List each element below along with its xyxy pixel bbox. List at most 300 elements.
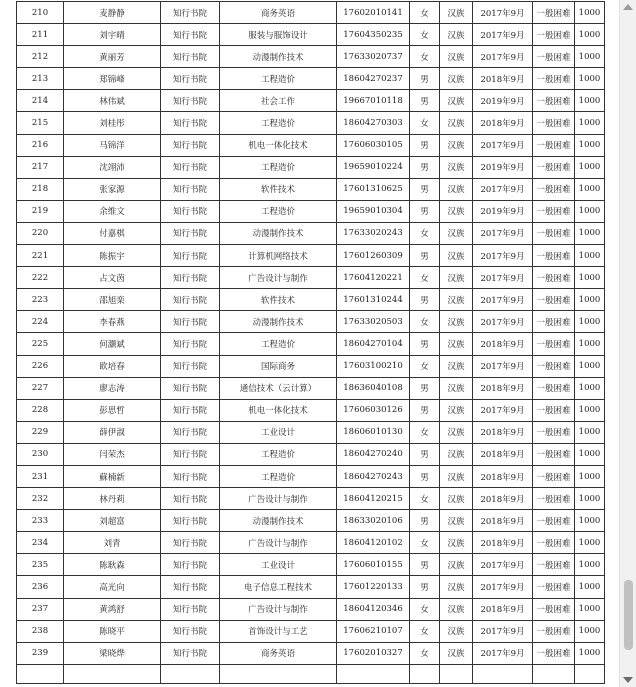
cell-gender: 男 xyxy=(410,200,440,222)
cell-amount: 1000 xyxy=(575,399,605,421)
cell-amount: 1000 xyxy=(575,267,605,289)
cell-enroll: 2017年9月 xyxy=(473,399,533,421)
cell-enroll: 2017年9月 xyxy=(473,355,533,377)
cell-college: 知行书院 xyxy=(161,399,220,421)
cell-no: 226 xyxy=(17,355,64,377)
cell-id: 18636040108 xyxy=(337,377,410,399)
cell-enroll: 2019年9月 xyxy=(473,156,533,178)
cell-enroll: 2018年9月 xyxy=(473,488,533,510)
cell-no: 212 xyxy=(17,46,64,68)
scroll-down-arrow-icon[interactable] xyxy=(623,677,633,683)
cell-gender: 男 xyxy=(410,134,440,156)
cell-name: 林丹莉 xyxy=(64,488,161,510)
cell-gender: 男 xyxy=(410,156,440,178)
cell-major: 动漫制作技术 xyxy=(220,46,337,68)
cell-gender: 女 xyxy=(410,488,440,510)
cell-ethnicity: 汉族 xyxy=(440,311,473,333)
cell-name: 郑锦峰 xyxy=(64,68,161,90)
cell-id: 18604270303 xyxy=(337,112,410,134)
cell-id: 17601310625 xyxy=(337,178,410,200)
cell-name: 李春燕 xyxy=(64,311,161,333)
cell-level: 一般困难 xyxy=(533,24,575,46)
cell-college: 知行书院 xyxy=(161,532,220,554)
cell-amount: 1000 xyxy=(575,245,605,267)
cell-no: 237 xyxy=(17,598,64,620)
cell-level: 一般困难 xyxy=(533,2,575,24)
cell-level: 一般困难 xyxy=(533,532,575,554)
cell-major: 软件技术 xyxy=(220,289,337,311)
cell-ethnicity: 汉族 xyxy=(440,443,473,465)
table-row xyxy=(17,245,605,267)
cell-ethnicity: 汉族 xyxy=(440,488,473,510)
cell-no: 225 xyxy=(17,333,64,355)
cell-no: 222 xyxy=(17,267,64,289)
cell-id: 17604350235 xyxy=(337,24,410,46)
cell-no: 218 xyxy=(17,178,64,200)
cell-gender: 女 xyxy=(410,532,440,554)
cell-no: 217 xyxy=(17,156,64,178)
cell-amount: 1000 xyxy=(575,222,605,244)
cell-id: 18604270237 xyxy=(337,68,410,90)
cell-name: 刘宇晴 xyxy=(64,24,161,46)
cell-level: 一般困难 xyxy=(533,443,575,465)
cell-gender: 男 xyxy=(410,443,440,465)
cell-name: 林伟斌 xyxy=(64,90,161,112)
cell-major: 工程造价 xyxy=(220,200,337,222)
cell-no: 229 xyxy=(17,421,64,443)
cell-enroll: 2017年9月 xyxy=(473,245,533,267)
cell-college: 知行书院 xyxy=(161,554,220,576)
cell-ethnicity: 汉族 xyxy=(440,289,473,311)
cell-level: 一般困难 xyxy=(533,399,575,421)
cell-gender: 女 xyxy=(410,311,440,333)
table-row xyxy=(17,90,605,112)
cell-name: 廖志涛 xyxy=(64,377,161,399)
table-row xyxy=(17,576,605,598)
cell-id: 17633020503 xyxy=(337,311,410,333)
empty-cell xyxy=(161,664,220,683)
cell-major: 社会工作 xyxy=(220,90,337,112)
table-row xyxy=(17,598,605,620)
cell-enroll: 2017年9月 xyxy=(473,178,533,200)
cell-id: 18604120215 xyxy=(337,488,410,510)
cell-college: 知行书院 xyxy=(161,289,220,311)
table-row xyxy=(17,222,605,244)
cell-level: 一般困难 xyxy=(533,554,575,576)
cell-id: 17606030105 xyxy=(337,134,410,156)
cell-college: 知行书院 xyxy=(161,443,220,465)
cell-enroll: 2017年9月 xyxy=(473,620,533,642)
cell-college: 知行书院 xyxy=(161,112,220,134)
cell-level: 一般困难 xyxy=(533,267,575,289)
table-row xyxy=(17,134,605,156)
cell-college: 知行书院 xyxy=(161,2,220,24)
cell-amount: 1000 xyxy=(575,421,605,443)
table-row xyxy=(17,289,605,311)
cell-college: 知行书院 xyxy=(161,46,220,68)
cell-name: 黄丽芳 xyxy=(64,46,161,68)
cell-ethnicity: 汉族 xyxy=(440,465,473,487)
cell-college: 知行书院 xyxy=(161,642,220,664)
cell-amount: 1000 xyxy=(575,68,605,90)
table-row xyxy=(17,200,605,222)
cell-college: 知行书院 xyxy=(161,421,220,443)
cell-no: 235 xyxy=(17,554,64,576)
cell-college: 知行书院 xyxy=(161,245,220,267)
cell-amount: 1000 xyxy=(575,178,605,200)
cell-enroll: 2017年9月 xyxy=(473,134,533,156)
cell-ethnicity: 汉族 xyxy=(440,178,473,200)
cell-ethnicity: 汉族 xyxy=(440,510,473,532)
cell-college: 知行书院 xyxy=(161,134,220,156)
cell-ethnicity: 汉族 xyxy=(440,399,473,421)
cell-enroll: 2017年9月 xyxy=(473,289,533,311)
cell-major: 机电一体化技术 xyxy=(220,134,337,156)
cell-enroll: 2018年9月 xyxy=(473,443,533,465)
cell-gender: 男 xyxy=(410,554,440,576)
cell-name: 邵旭栾 xyxy=(64,289,161,311)
cell-gender: 女 xyxy=(410,267,440,289)
cell-gender: 女 xyxy=(410,112,440,134)
cell-name: 高光向 xyxy=(64,576,161,598)
cell-gender: 男 xyxy=(410,245,440,267)
empty-cell xyxy=(410,664,440,683)
cell-id: 17601220133 xyxy=(337,576,410,598)
cell-gender: 男 xyxy=(410,465,440,487)
cell-ethnicity: 汉族 xyxy=(440,200,473,222)
cell-id: 17601260309 xyxy=(337,245,410,267)
cell-id: 19659010224 xyxy=(337,156,410,178)
cell-major: 商务英语 xyxy=(220,642,337,664)
cell-major: 动漫制作技术 xyxy=(220,510,337,532)
cell-ethnicity: 汉族 xyxy=(440,620,473,642)
cell-major: 机电一体化技术 xyxy=(220,399,337,421)
cell-college: 知行书院 xyxy=(161,311,220,333)
cell-name: 彭思哲 xyxy=(64,399,161,421)
cell-id: 19659010304 xyxy=(337,200,410,222)
cell-no: 210 xyxy=(17,2,64,24)
cell-enroll: 2018年9月 xyxy=(473,421,533,443)
cell-id: 17606010155 xyxy=(337,554,410,576)
table-row xyxy=(17,443,605,465)
cell-level: 一般困难 xyxy=(533,289,575,311)
table-row xyxy=(17,377,605,399)
cell-major: 工程造价 xyxy=(220,333,337,355)
cell-no: 239 xyxy=(17,642,64,664)
cell-gender: 女 xyxy=(410,642,440,664)
cell-gender: 男 xyxy=(410,68,440,90)
cell-ethnicity: 汉族 xyxy=(440,2,473,24)
cell-enroll: 2017年9月 xyxy=(473,46,533,68)
cell-no: 228 xyxy=(17,399,64,421)
table-row xyxy=(17,46,605,68)
cell-college: 知行书院 xyxy=(161,267,220,289)
cell-level: 一般困难 xyxy=(533,112,575,134)
cell-major: 动漫制作技术 xyxy=(220,311,337,333)
cell-level: 一般困难 xyxy=(533,421,575,443)
cell-enroll: 2017年9月 xyxy=(473,2,533,24)
cell-id: 17606210107 xyxy=(337,620,410,642)
cell-enroll: 2017年9月 xyxy=(473,24,533,46)
table-body xyxy=(17,2,605,684)
cell-enroll: 2018年9月 xyxy=(473,68,533,90)
cell-amount: 1000 xyxy=(575,24,605,46)
cell-no: 220 xyxy=(17,222,64,244)
cell-gender: 女 xyxy=(410,355,440,377)
cell-name: 占文茵 xyxy=(64,267,161,289)
cell-id: 17606030126 xyxy=(337,399,410,421)
cell-college: 知行书院 xyxy=(161,598,220,620)
cell-level: 一般困难 xyxy=(533,620,575,642)
cell-major: 工程造价 xyxy=(220,443,337,465)
cell-name: 麦静静 xyxy=(64,2,161,24)
table-row xyxy=(17,112,605,134)
cell-ethnicity: 汉族 xyxy=(440,68,473,90)
cell-ethnicity: 汉族 xyxy=(440,112,473,134)
cell-id: 18604270243 xyxy=(337,465,410,487)
cell-gender: 男 xyxy=(410,576,440,598)
cell-no: 223 xyxy=(17,289,64,311)
cell-no: 213 xyxy=(17,68,64,90)
cell-amount: 1000 xyxy=(575,333,605,355)
empty-cell xyxy=(337,664,410,683)
cell-gender: 男 xyxy=(410,377,440,399)
cell-major: 计算机网络技术 xyxy=(220,245,337,267)
scroll-up-arrow-icon[interactable] xyxy=(623,4,633,10)
cell-ethnicity: 汉族 xyxy=(440,24,473,46)
cell-college: 知行书院 xyxy=(161,178,220,200)
empty-cell xyxy=(220,664,337,683)
cell-level: 一般困难 xyxy=(533,90,575,112)
cell-id: 18604120346 xyxy=(337,598,410,620)
cell-amount: 1000 xyxy=(575,200,605,222)
cell-level: 一般困难 xyxy=(533,488,575,510)
cell-name: 马锦洋 xyxy=(64,134,161,156)
table-row xyxy=(17,178,605,200)
cell-major: 动漫制作技术 xyxy=(220,222,337,244)
cell-major: 工程造价 xyxy=(220,465,337,487)
cell-id: 18604120102 xyxy=(337,532,410,554)
cell-enroll: 2017年9月 xyxy=(473,311,533,333)
table-row xyxy=(17,399,605,421)
cell-ethnicity: 汉族 xyxy=(440,642,473,664)
cell-name: 黄鸿舒 xyxy=(64,598,161,620)
cell-no: 224 xyxy=(17,311,64,333)
cell-amount: 1000 xyxy=(575,90,605,112)
cell-level: 一般困难 xyxy=(533,134,575,156)
cell-amount: 1000 xyxy=(575,289,605,311)
cell-amount: 1000 xyxy=(575,465,605,487)
cell-amount: 1000 xyxy=(575,554,605,576)
cell-ethnicity: 汉族 xyxy=(440,222,473,244)
cell-college: 知行书院 xyxy=(161,377,220,399)
cell-ethnicity: 汉族 xyxy=(440,355,473,377)
cell-no: 236 xyxy=(17,576,64,598)
cell-college: 知行书院 xyxy=(161,355,220,377)
cell-gender: 男 xyxy=(410,399,440,421)
cell-amount: 1000 xyxy=(575,620,605,642)
cell-ethnicity: 汉族 xyxy=(440,598,473,620)
cell-amount: 1000 xyxy=(575,2,605,24)
cell-id: 17633020243 xyxy=(337,222,410,244)
cell-name: 张家源 xyxy=(64,178,161,200)
scrollbar-thumb[interactable] xyxy=(624,580,633,650)
cell-amount: 1000 xyxy=(575,576,605,598)
table-row xyxy=(17,642,605,664)
table-row xyxy=(17,532,605,554)
cell-ethnicity: 汉族 xyxy=(440,421,473,443)
cell-level: 一般困难 xyxy=(533,598,575,620)
cell-gender: 女 xyxy=(410,2,440,24)
cell-college: 知行书院 xyxy=(161,156,220,178)
cell-ethnicity: 汉族 xyxy=(440,245,473,267)
cell-amount: 1000 xyxy=(575,443,605,465)
cell-amount: 1000 xyxy=(575,377,605,399)
cell-no: 221 xyxy=(17,245,64,267)
cell-enroll: 2018年9月 xyxy=(473,377,533,399)
cell-id: 18604270104 xyxy=(337,333,410,355)
cell-gender: 男 xyxy=(410,90,440,112)
cell-level: 一般困难 xyxy=(533,46,575,68)
table-row xyxy=(17,311,605,333)
cell-enroll: 2018年9月 xyxy=(473,333,533,355)
cell-name: 欧培春 xyxy=(64,355,161,377)
cell-major: 首饰设计与工艺 xyxy=(220,620,337,642)
student-aid-table xyxy=(16,1,605,684)
cell-level: 一般困难 xyxy=(533,200,575,222)
cell-name: 陈振宇 xyxy=(64,245,161,267)
cell-major: 软件技术 xyxy=(220,178,337,200)
cell-gender: 男 xyxy=(410,510,440,532)
cell-ethnicity: 汉族 xyxy=(440,532,473,554)
cell-major: 商务英语 xyxy=(220,2,337,24)
table-row xyxy=(17,554,605,576)
cell-gender: 女 xyxy=(410,222,440,244)
cell-level: 一般困难 xyxy=(533,222,575,244)
cell-major: 广告设计与制作 xyxy=(220,488,337,510)
cell-ethnicity: 汉族 xyxy=(440,554,473,576)
cell-name: 沈翊沛 xyxy=(64,156,161,178)
cell-major: 广告设计与制作 xyxy=(220,267,337,289)
cell-college: 知行书院 xyxy=(161,488,220,510)
table-row xyxy=(17,421,605,443)
cell-amount: 1000 xyxy=(575,488,605,510)
cell-name: 刘青 xyxy=(64,532,161,554)
cell-enroll: 2018年9月 xyxy=(473,532,533,554)
cell-enroll: 2017年9月 xyxy=(473,642,533,664)
cell-name: 陈晓平 xyxy=(64,620,161,642)
cell-amount: 1000 xyxy=(575,134,605,156)
cell-ethnicity: 汉族 xyxy=(440,576,473,598)
cell-name: 蘇楠新 xyxy=(64,465,161,487)
cell-major: 工业设计 xyxy=(220,554,337,576)
cell-college: 知行书院 xyxy=(161,620,220,642)
table-row xyxy=(17,2,605,24)
cell-enroll: 2019年9月 xyxy=(473,90,533,112)
cell-level: 一般困难 xyxy=(533,355,575,377)
vertical-scrollbar[interactable] xyxy=(619,0,636,687)
cell-id: 17601310244 xyxy=(337,289,410,311)
table-row xyxy=(17,24,605,46)
cell-amount: 1000 xyxy=(575,510,605,532)
cell-gender: 女 xyxy=(410,24,440,46)
cell-level: 一般困难 xyxy=(533,642,575,664)
cell-major: 工业设计 xyxy=(220,421,337,443)
table-row xyxy=(17,355,605,377)
cell-ethnicity: 汉族 xyxy=(440,377,473,399)
empty-cell xyxy=(64,664,161,683)
cell-id: 17603100210 xyxy=(337,355,410,377)
cell-id: 18604270240 xyxy=(337,443,410,465)
empty-cell xyxy=(533,664,575,683)
cell-name: 何灏斌 xyxy=(64,333,161,355)
cell-id: 18606010130 xyxy=(337,421,410,443)
cell-level: 一般困难 xyxy=(533,68,575,90)
cell-no: 215 xyxy=(17,112,64,134)
cell-no: 216 xyxy=(17,134,64,156)
cell-enroll: 2018年9月 xyxy=(473,598,533,620)
cell-major: 工程造价 xyxy=(220,112,337,134)
cell-level: 一般困难 xyxy=(533,465,575,487)
cell-no: 238 xyxy=(17,620,64,642)
cell-college: 知行书院 xyxy=(161,510,220,532)
cell-no: 230 xyxy=(17,443,64,465)
cell-name: 付嘉棋 xyxy=(64,222,161,244)
cell-college: 知行书院 xyxy=(161,68,220,90)
cell-gender: 男 xyxy=(410,178,440,200)
cell-ethnicity: 汉族 xyxy=(440,46,473,68)
cell-name: 刘超富 xyxy=(64,510,161,532)
empty-cell xyxy=(473,664,533,683)
cell-gender: 女 xyxy=(410,598,440,620)
table-row xyxy=(17,465,605,487)
cell-ethnicity: 汉族 xyxy=(440,156,473,178)
cell-major: 服装与服饰设计 xyxy=(220,24,337,46)
empty-cell xyxy=(17,664,64,683)
cell-major: 工程造价 xyxy=(220,68,337,90)
cell-gender: 女 xyxy=(410,620,440,642)
cell-id: 17633020737 xyxy=(337,46,410,68)
cell-enroll: 2017年9月 xyxy=(473,267,533,289)
cell-amount: 1000 xyxy=(575,642,605,664)
cell-level: 一般困难 xyxy=(533,311,575,333)
cell-enroll: 2017年9月 xyxy=(473,554,533,576)
cell-amount: 1000 xyxy=(575,156,605,178)
cell-amount: 1000 xyxy=(575,46,605,68)
cell-major: 通信技术（云计算） xyxy=(220,377,337,399)
cell-amount: 1000 xyxy=(575,311,605,333)
cell-major: 电子信息工程技术 xyxy=(220,576,337,598)
cell-gender: 女 xyxy=(410,46,440,68)
cell-level: 一般困难 xyxy=(533,156,575,178)
cell-amount: 1000 xyxy=(575,112,605,134)
cell-college: 知行书院 xyxy=(161,222,220,244)
cell-major: 工程造价 xyxy=(220,156,337,178)
table-row xyxy=(17,156,605,178)
table-row xyxy=(17,333,605,355)
table-row xyxy=(17,488,605,510)
cell-no: 233 xyxy=(17,510,64,532)
cell-college: 知行书院 xyxy=(161,90,220,112)
cell-no: 211 xyxy=(17,24,64,46)
cell-level: 一般困难 xyxy=(533,377,575,399)
cell-name: 陈耿森 xyxy=(64,554,161,576)
cell-ethnicity: 汉族 xyxy=(440,267,473,289)
table-row xyxy=(17,267,605,289)
cell-id: 17602010327 xyxy=(337,642,410,664)
cell-amount: 1000 xyxy=(575,598,605,620)
cell-major: 广告设计与制作 xyxy=(220,532,337,554)
